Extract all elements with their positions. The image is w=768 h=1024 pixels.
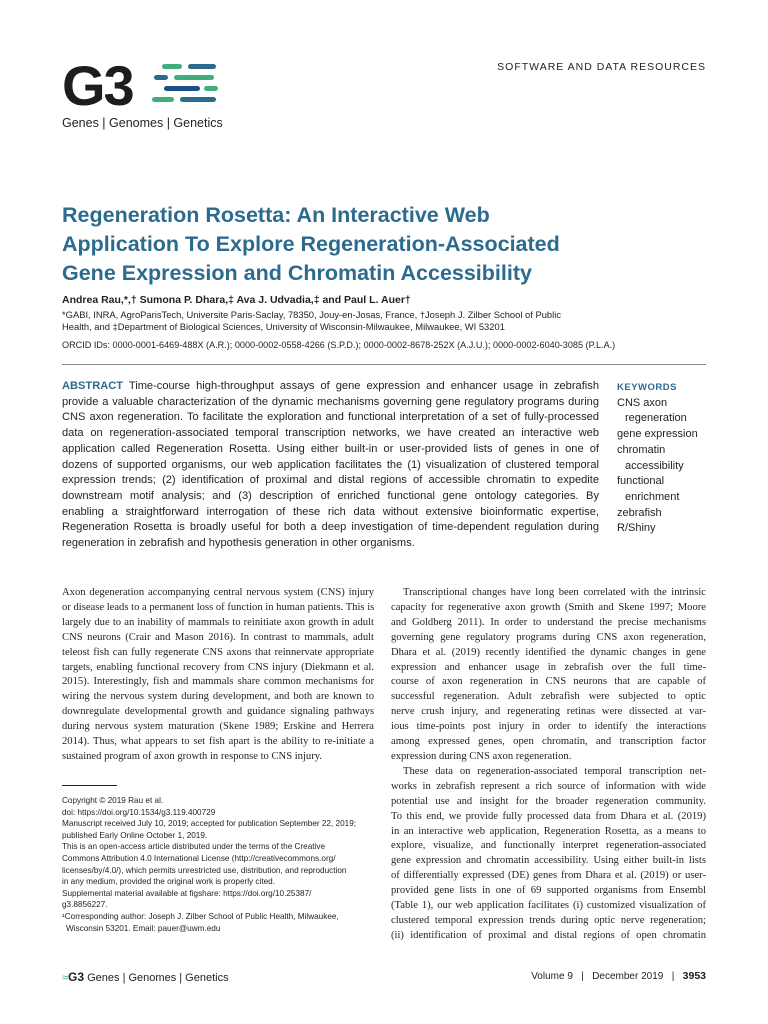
body-line: targets, enabling functional recovery from CNS injury (Diekmann et al. xyxy=(62,661,374,673)
abstract-label: ABSTRACT xyxy=(62,380,124,392)
section-label: SOFTWARE AND DATA RESOURCES xyxy=(497,61,706,73)
body-line: expression during CNS axon regeneration. xyxy=(391,750,572,762)
keyword: gene expression xyxy=(617,428,698,441)
keyword: enrichment xyxy=(625,490,680,503)
abstract-line: dozens of supported organisms, our web application facilitates the (1) visualization of clustered temporal xyxy=(62,458,599,471)
title-line: Regeneration Rosetta: An Interactive Web xyxy=(62,203,490,227)
abstract-line: provide a valuable characterization of the dynamic mechanisms governing gene regulatory programs during xyxy=(62,395,599,408)
footer-subtitle: Genes | Genomes | Genetics xyxy=(87,972,229,984)
abstract-line: regeneration in zebrafish and hypothesis generation in other organisms. xyxy=(62,537,415,550)
body-line: Dhara et al. (2019) recently identified the dynamic changes in gene xyxy=(391,646,706,658)
affiliations xyxy=(62,309,682,333)
body-line: potential use and insight for the broader regeneration community. xyxy=(391,795,706,807)
page-number: 3953 xyxy=(682,970,706,982)
keyword: functional xyxy=(617,475,665,488)
body-line: during nervous system maturation (Skene 1989; Erskine and Herrera xyxy=(62,721,374,733)
footer-separator: | xyxy=(671,971,675,982)
doi-link[interactable]: doi: https://doi.org/10.1534/g3.119.400729 xyxy=(62,807,216,817)
body-line: 2014). Thus, what appears to set fish apart is the ability to re-initiate a xyxy=(62,736,374,748)
footnote-line: Manuscript received July 10, 2019; accepted for publication September 22, 2019; xyxy=(62,819,357,829)
body-line: capacity for regenerative axon growth (Smith and Skene 1997; Moore xyxy=(391,601,706,613)
body-line: downregulate developmental growth and guidance signaling pathways xyxy=(62,706,374,718)
article-title xyxy=(62,201,622,288)
author-list: Andrea Rau,*,† Sumona P. Dhara,‡ Ava J. Udvadia,‡ and Paul L. Auer† xyxy=(62,294,411,306)
body-line: in an interactive web application, Regeneration Rosetta, as a means to xyxy=(391,825,706,837)
body-line: expression and enhancer usage in zebrafish over the full time- xyxy=(391,661,706,673)
body-line: sustained program of axon growth in response to CNS injury. xyxy=(62,750,323,762)
footer-volume: Volume 9 xyxy=(531,971,573,982)
body-line: governing gene regulatory programs during CNS axon regeneration, xyxy=(391,631,706,643)
body-line: teleost fish can fully regenerate CNS axons that reinnervate appropriate xyxy=(62,646,374,658)
logo-bars-icon xyxy=(150,62,220,106)
footnote-line: published Early Online October 1, 2019. xyxy=(62,830,208,840)
keyword: chromatin xyxy=(617,443,666,456)
footnote-line: This is an open-access article distributed under the terms of the Creative xyxy=(62,842,326,852)
abstract-line: expression trends; (2) identification of proximal and distal regions of accessible chromatin to expedite xyxy=(62,474,599,487)
footer-logo-icon: ≈ xyxy=(62,972,69,984)
footnote-divider xyxy=(62,785,117,786)
body-line: explore, visualize, and functionally interpret regeneration-associated xyxy=(391,840,706,852)
body-line: among expressed genes, open chromatin, and transcription factor xyxy=(391,736,706,748)
body-line: CNS neurons (Crair and Mason 2016). In contrast to mammals, adult xyxy=(62,631,374,643)
body-line: clustered temporal expression trends during optic nerve regeneration; xyxy=(391,914,706,926)
footer-issue-info xyxy=(531,970,706,982)
body-line: course of axon regeneration in CNS neurons that are capable of xyxy=(391,676,706,688)
footnotes xyxy=(62,795,376,934)
keyword: accessibility xyxy=(625,459,684,472)
keyword: zebrafish xyxy=(617,506,662,519)
footnote-line: Copyright © 2019 Rau et al. xyxy=(62,796,164,805)
footnote-line: licenses/by/4.0/), which permits unrestricted use, distribution, and reproduction xyxy=(62,865,347,875)
title-line: Application To Explore Regeneration-Associated xyxy=(62,232,560,256)
body-line: works in zebrafish represent a rich source of information with wide xyxy=(391,780,706,792)
keywords-label: KEYWORDS xyxy=(617,382,677,393)
supplement-link[interactable]: Supplemental material available at figshare: https://doi.org/10.25387/ xyxy=(62,888,312,898)
abstract xyxy=(62,379,599,552)
body-line: nerve crush injury, and regenerating retinas were dissected at var- xyxy=(391,706,706,718)
body-line: gene expression and chromatin accessibility. Using either built-in lists xyxy=(391,855,706,867)
abstract-line: downstream motif analysis; and (3) description of enriched functional gene ontology categories. By xyxy=(62,489,599,502)
body-line: of differentially expressed (DE) genes from Dhara et al. (2019) or user- xyxy=(391,870,706,882)
footnote-line: ¹Corresponding author: Joseph J. Zilber School of Public Health, Milwaukee, xyxy=(62,911,339,921)
keyword: R/Shiny xyxy=(617,522,656,535)
license-link[interactable]: Commons Attribution 4.0 International License (http://creativecommons.org/ xyxy=(62,853,336,863)
abstract-line: data on regeneration-associated temporal transcription networks, we have created an interactive web xyxy=(62,427,599,440)
body-line: successful regeneration. Adult zebrafish were subjected to optic xyxy=(391,691,706,703)
footnote-line: in any medium, provided the original work is properly cited. xyxy=(62,877,275,887)
body-line: These data on regeneration-associated temporal transcription net- xyxy=(403,765,706,777)
footer-journal xyxy=(62,970,229,984)
body-line: largely due to an inability of mammals to reinitiate axon growth in adult xyxy=(62,616,374,628)
body-line: Axon degeneration accompanying central nervous system (CNS) injury xyxy=(62,587,374,598)
body-line: provided gene lists in one of 69 supported organisms from Ensembl xyxy=(391,885,706,897)
footer-separator: | xyxy=(581,971,584,982)
footer-date: December 2019 xyxy=(592,971,664,982)
footer-logo: G3 xyxy=(68,970,85,984)
keywords-box xyxy=(617,380,717,537)
abstract-line: Regeneration Rosetta is broadly useful for both a deep investigation of time-dependent regulation during xyxy=(62,521,599,534)
abstract-line: ABSTRACT Time-course high-throughput assays of gene expression and enhancer usage in zebrafish xyxy=(62,380,599,392)
abstract-line: enabling a straightforward interrogation of these rich data without extensive bioinformatic expertise, xyxy=(62,505,599,518)
body-right-column xyxy=(391,586,706,944)
divider xyxy=(62,364,706,365)
journal-subtitle: Genes | Genomes | Genetics xyxy=(62,116,223,130)
supplement-link[interactable]: g3.8856227. xyxy=(62,900,108,910)
body-line: (ii) identification of proximal and distal regions of open chromatin xyxy=(391,929,706,941)
body-line: wiring the nervous system during development, and both are known to xyxy=(62,691,374,703)
body-line: Transcriptional changes have long been correlated with the intrinsic xyxy=(403,587,706,598)
footnote-line: Wisconsin 53201. Email: pauer@uwm.edu xyxy=(66,923,221,933)
title-line: Gene Expression and Chromatin Accessibility xyxy=(62,261,532,285)
keyword: regeneration xyxy=(625,412,687,425)
body-left-column xyxy=(62,586,374,765)
body-line: 2015). Interestingly, fish and mammals share common mechanisms for xyxy=(62,676,374,688)
body-line: ious time-points post injury in order to identify the interactions xyxy=(391,721,706,733)
abstract-line: CNS axon regeneration. To facilitate the exploration and functional interpretation of a set of fully-processed xyxy=(62,411,599,424)
keyword: CNS axon xyxy=(617,396,668,409)
orcid-ids: ORCID IDs: 0000-0001-6469-488X (A.R.); 0000-0002-0558-4266 (S.P.D.); 0000-0002-8678-252X (A.J.U.); 0000-0002-6040-3085 (P.L.A.) xyxy=(62,340,616,350)
affiliation-line: *GABI, INRA, AgroParisTech, Universite Paris-Saclay, 78350, Jouy-en-Josas, France, †Joseph J. Zilber School of Public xyxy=(62,309,561,320)
journal-logo: G3 xyxy=(62,54,133,117)
body-line: or disease leads to a permanent loss of function in human patients. This is xyxy=(62,601,375,613)
body-line: To this end, we provide fully processed data from Dhara et al. (2019) xyxy=(391,810,706,822)
abstract-line: application called Regeneration Rosetta. Using either built-in or user-provided lists of genes in one of xyxy=(62,442,599,455)
affiliation-line: Health, and ‡Department of Biological Sciences, University of Wisconsin-Milwaukee, Milwaukee, WI 53201 xyxy=(62,321,505,332)
body-line: and Goldberg 2011). In order to understand the precise mechanisms xyxy=(391,616,706,628)
body-line: (Table 1), our web application facilitates (i) customized visualization of xyxy=(391,900,706,912)
